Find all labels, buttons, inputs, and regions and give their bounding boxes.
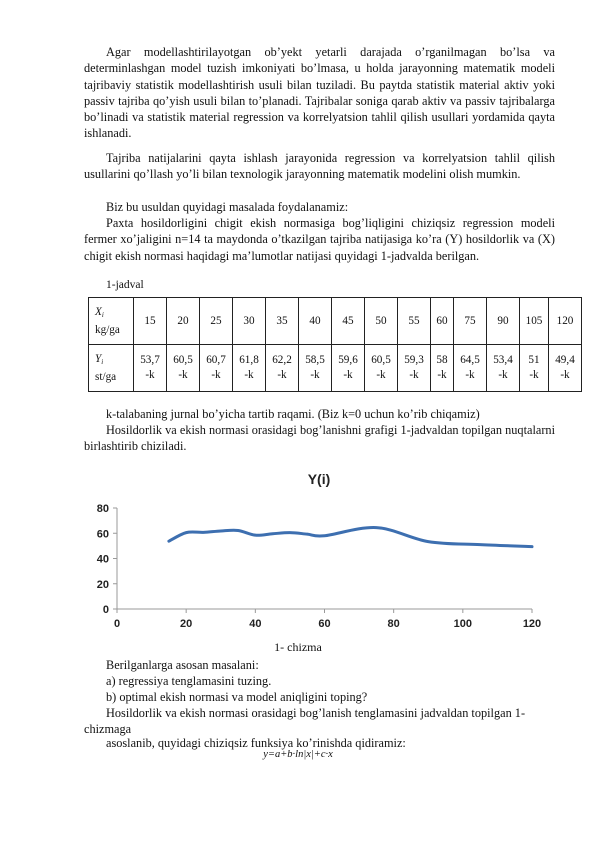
y-tick-label: 40 — [96, 553, 109, 566]
x-cell: 105 — [520, 298, 549, 345]
y-subscript: i — [101, 357, 104, 366]
y-unit: st/ga — [95, 370, 117, 383]
data-table — [88, 297, 582, 392]
y-cell: 60,7 -k — [200, 345, 233, 392]
paragraph-task-intro: Berilganlarga asosan masalani: — [106, 658, 259, 672]
paragraph-regression: Tajriba natijalarini qayta ishlash jarayonida regression va korrelyatsion tahlil qilish usullarini qo’llash yo’li bilan texnologik jarayonning matematik modelini olish mumkin. — [84, 151, 555, 182]
x-symbol: X — [95, 305, 102, 318]
regression-formula: y=a+b·ln|x|+c·x — [263, 749, 333, 760]
y-cell: 64,5 -k — [454, 345, 487, 392]
y-cell: 60,5 -k — [365, 345, 398, 392]
y-tick-label: 0 — [102, 604, 109, 616]
y-cell: 60,5 -k — [167, 345, 200, 392]
x-cell: 20 — [167, 298, 200, 345]
table-caption: 1-jadval — [106, 279, 144, 291]
x-cell: 30 — [233, 298, 266, 345]
paragraph-function: asoslanib, quyidagi chiziqsiz funksiya ko’rinishda qidiramiz: — [106, 736, 406, 750]
x-unit: kg/ga — [95, 323, 120, 336]
y-cell: 59,6 -k — [332, 345, 365, 392]
paragraph-usage: Biz bu usuldan quyidagi masalada foydalanamiz: — [106, 200, 349, 214]
x-cell: 55 — [398, 298, 431, 345]
x-cell: 50 — [365, 298, 398, 345]
y-tick-label: 60 — [96, 528, 109, 541]
x-cell: 35 — [266, 298, 299, 345]
y-cell: 51 -k — [520, 345, 549, 392]
x-cell: 60 — [431, 298, 454, 345]
x-cell: 75 — [454, 298, 487, 345]
series-line — [169, 527, 532, 546]
chart-caption: 1- chizma — [274, 640, 322, 654]
paragraph-k-note: k-talabaning jurnal bo’yicha tartib raqami. (Biz k=0 uchun ko’rib chiqamiz) — [106, 407, 480, 421]
x-cell: 120 — [549, 298, 582, 345]
x-cell: 25 — [200, 298, 233, 345]
paragraph-problem: Paxta hosildorligini chigit ekish normasiga bog’liqligini chiziqsiz regression modeli fermer xo’jaligini n=14 ta maydonda o’tkazilgan tajriba natijasiga ko’ra (Y) hosildorlik va (X) chigit ekish normasi haqidagi ma’lumotlar natijasi quyidagi 1-jadvalda berilgan. — [84, 216, 555, 263]
y-cell: 58,5 -k — [299, 345, 332, 392]
y-tick-label: 80 — [96, 503, 109, 515]
relation-text: Hosildorlik va ekish normasi orasidagi bog’lanish tenglamasini jadvaldan topilgan 1-chizmaga — [84, 706, 526, 737]
y-axis — [97, 503, 117, 616]
y-cell: 58 -k — [431, 345, 454, 392]
paragraph-intro: Agar modellashtirilayotgan ob’yekt yetarli darajada o’rganilmagan bo’lsa va determinlashgan model tuzish imkoniyati bo’lmasa, u holda jarayonning matematik modeli tajribaviy statistik modellashtirish usuli bilan tuziladi. Bu paytda statistik material aktiv yoki passiv tajriba qo’yish usuli bilan to’planadi. Tajribalar soniga qarab aktiv va passiv tajribalarga bo’linadi va statistik material regression va korrelyatsion tahlil qilish usullari yordamida qayta ishlanadi. — [84, 45, 555, 141]
paragraph-graph-intro: Hosildorlik va ekish normasi orasidagi bog’lanishni grafigi 1-jadvaldan topilgan nuqtalarni birlashtirib chiziladi. — [84, 423, 555, 454]
x-header-cell — [89, 298, 134, 345]
yield-chart — [84, 466, 554, 656]
x-cell: 15 — [134, 298, 167, 345]
y-cell: 49,4 -k — [549, 345, 582, 392]
x-tick-label: 0 — [113, 618, 121, 630]
y-tick-label: 20 — [96, 578, 109, 591]
paragraph-task-b: b) optimal ekish normasi va model aniqligini toping? — [106, 690, 368, 704]
plot-area — [169, 527, 532, 546]
x-cell: 45 — [332, 298, 365, 345]
y-cell: 62,2 -k — [266, 345, 299, 392]
y-cell: 61,8 -k — [233, 345, 266, 392]
y-cell: 53,4 -k — [487, 345, 520, 392]
x-tick-label: 80 — [387, 618, 400, 630]
table-row-y — [89, 345, 582, 392]
x-cell: 40 — [299, 298, 332, 345]
x-tick-label: 120 — [522, 618, 542, 630]
x-tick-label: 20 — [180, 618, 193, 630]
y-cell: 59,3 -k — [398, 345, 431, 392]
y-symbol: Y — [95, 352, 102, 365]
x-subscript: i — [101, 310, 104, 319]
x-tick-label: 60 — [318, 618, 331, 630]
x-tick-label: 40 — [249, 618, 262, 630]
x-tick-label: 100 — [453, 618, 473, 630]
y-header-cell — [89, 345, 134, 392]
x-axis — [114, 609, 541, 630]
y-cell: 53,7 -k — [134, 345, 167, 392]
chart-title: Y(i) — [307, 471, 331, 487]
table-row-x — [89, 298, 582, 345]
paragraph-task-a: a) regressiya tenglamasini tuzing. — [106, 674, 272, 688]
x-cell: 90 — [487, 298, 520, 345]
paragraph-relation — [84, 705, 555, 738]
